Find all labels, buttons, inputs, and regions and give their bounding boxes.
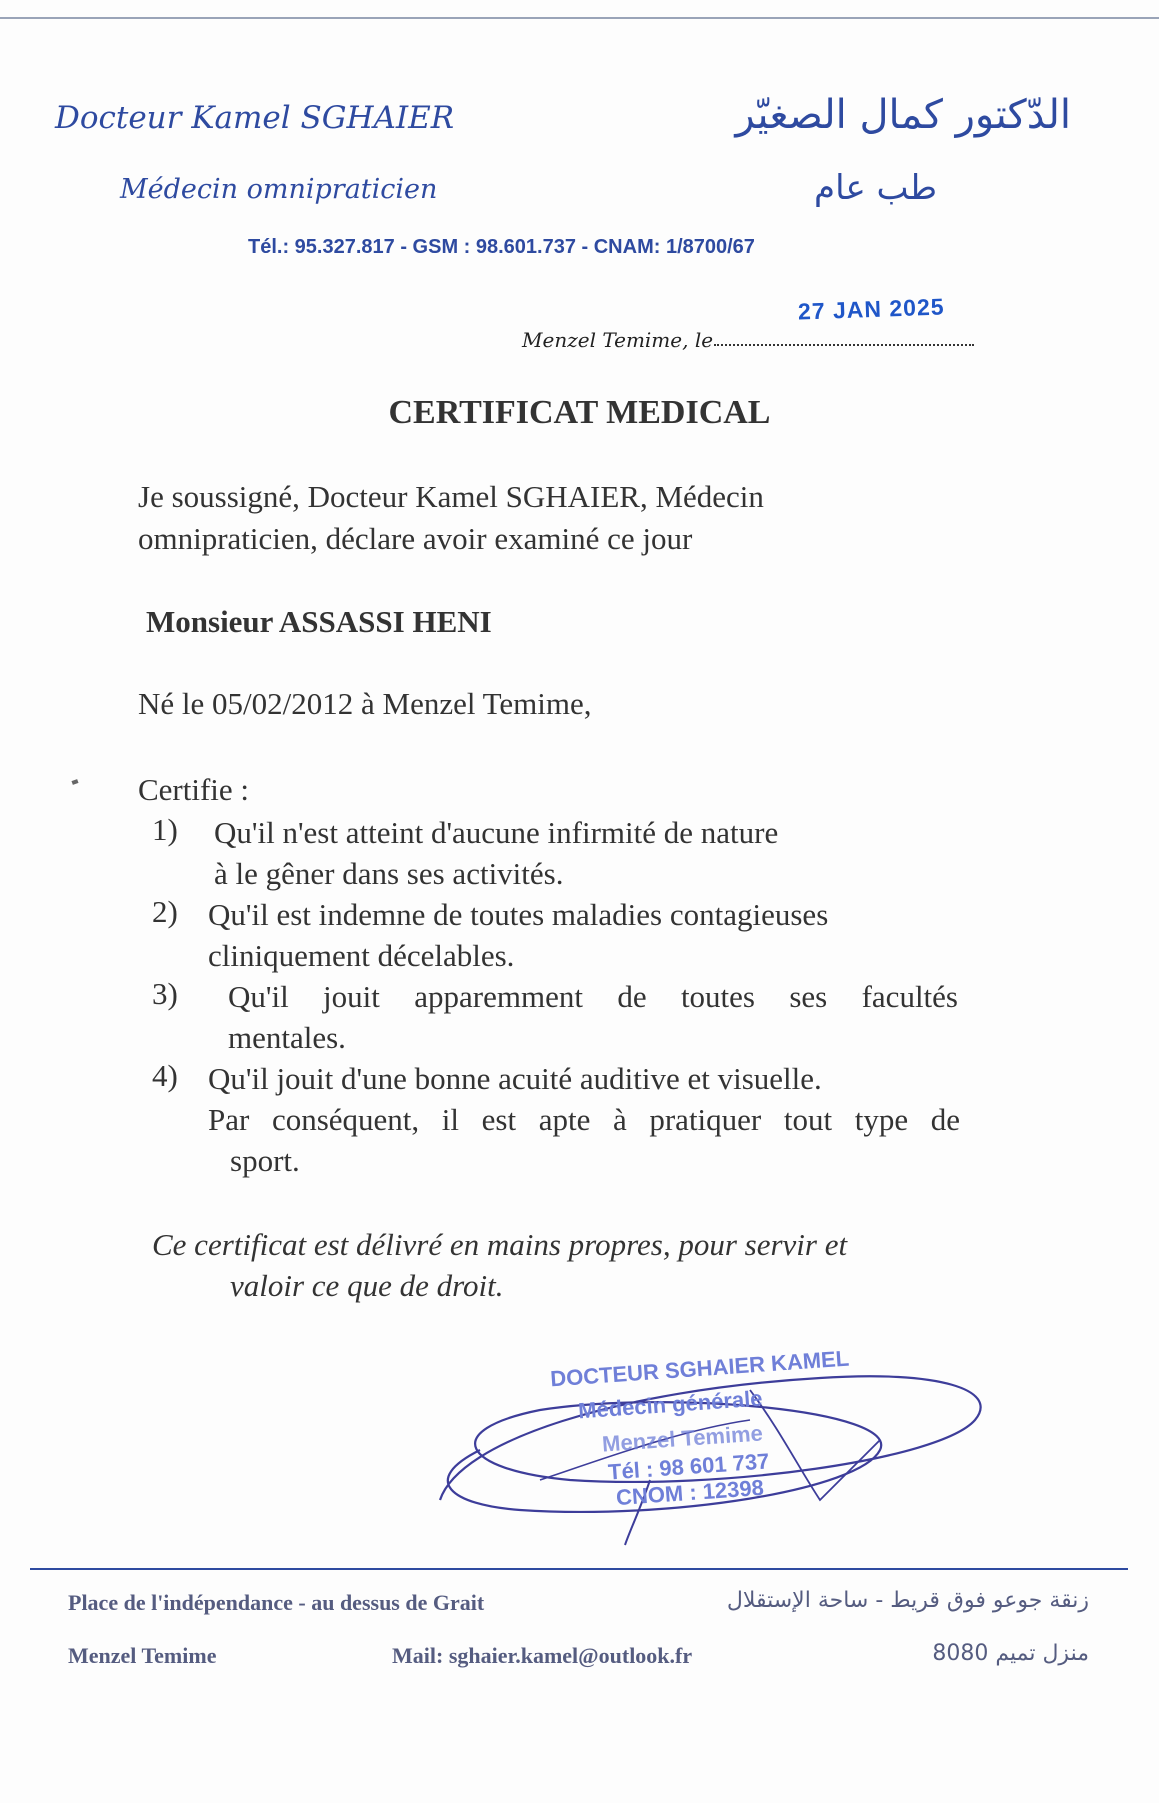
document-title: CERTIFICAT MEDICAL <box>388 394 771 431</box>
closing-line-1: Ce certificat est délivré en mains propres, pour servir et <box>152 1227 848 1262</box>
footer-address: Place de l'indépendance - au dessus de Grait <box>68 1590 485 1615</box>
item-line: Par conséquent, il est apte à pratiquer tout type de <box>208 1102 960 1137</box>
intro-line-1: Je soussigné, Docteur Kamel SGHAIER, Médecin <box>138 479 764 514</box>
date-dotted-line <box>714 344 974 346</box>
item-text <box>214 812 778 894</box>
stamp-line: Médecin générale <box>577 1385 764 1424</box>
birth-info: Né le 05/02/2012 à Menzel Temime, <box>138 686 592 721</box>
intro-paragraph <box>138 476 878 560</box>
doctor-specialty: Médecin omnipraticien <box>120 174 438 205</box>
patient-name: Monsieur ASSASSI HENI <box>146 604 492 639</box>
item-text <box>208 894 828 976</box>
footer-mail: Mail: sghaier.kamel@outlook.fr <box>392 1643 693 1668</box>
closing-paragraph <box>152 1224 962 1306</box>
intro-line-2: omnipraticien, déclare avoir examiné ce jour <box>138 521 693 556</box>
item-line: Qu'il n'est atteint d'aucune infirmité de nature <box>214 815 779 850</box>
footer-city: Menzel Temime <box>68 1643 217 1668</box>
item-text <box>228 976 958 1058</box>
margin-mark <box>71 779 78 785</box>
item-line: mentales. <box>228 1020 346 1055</box>
item-number: 2) <box>152 894 178 929</box>
doctor-stamp <box>420 1330 1000 1550</box>
certifie-label: Certifie : <box>138 772 250 807</box>
item-line: Qu'il jouit d'une bonne acuité auditive et visuelle. <box>208 1061 822 1096</box>
place-date-label: Menzel Temime, le <box>522 328 714 352</box>
contact-line: Tél.: 95.327.817 - GSM : 98.601.737 - CNAM: 1/8700/67 <box>248 236 755 258</box>
doctor-specialty-arabic: طب عام <box>814 168 937 208</box>
footer-address-arabic: زنقة جوعو فوق قريط - ساحة الإستقلال <box>726 1588 1089 1613</box>
item-line: Qu'il est indemne de toutes maladies contagieuses <box>208 897 829 932</box>
item-line: à le gêner dans ses activités. <box>214 856 564 891</box>
item-line: sport. <box>230 1143 300 1178</box>
footer-divider <box>30 1568 1128 1570</box>
item-number: 3) <box>152 976 178 1011</box>
item-line: Qu'il jouit apparemment de toutes ses facultés <box>228 979 958 1014</box>
footer-city-arabic: منزل تميم 8080 <box>932 1641 1089 1666</box>
date-stamp: 27 JAN 2025 <box>797 293 945 325</box>
doctor-name-arabic: الدّكتور كمال الصغيّر <box>735 92 1071 138</box>
stamp-line: CNOM : 12398 <box>615 1474 765 1511</box>
item-number: 1) <box>152 812 178 847</box>
stamp-line: Menzel Temime <box>601 1420 764 1457</box>
item-line: cliniquement décelables. <box>208 938 515 973</box>
stamp-line: DOCTEUR SGHAIER KAMEL <box>549 1345 850 1392</box>
stamp-line: Tél : 98 601 737 <box>607 1448 771 1485</box>
top-border <box>0 17 1159 19</box>
item-text <box>208 1058 960 1181</box>
item-number: 4) <box>152 1058 178 1093</box>
closing-line-2: valoir ce que de droit. <box>230 1268 504 1303</box>
doctor-name: Docteur Kamel SGHAIER <box>55 100 455 136</box>
